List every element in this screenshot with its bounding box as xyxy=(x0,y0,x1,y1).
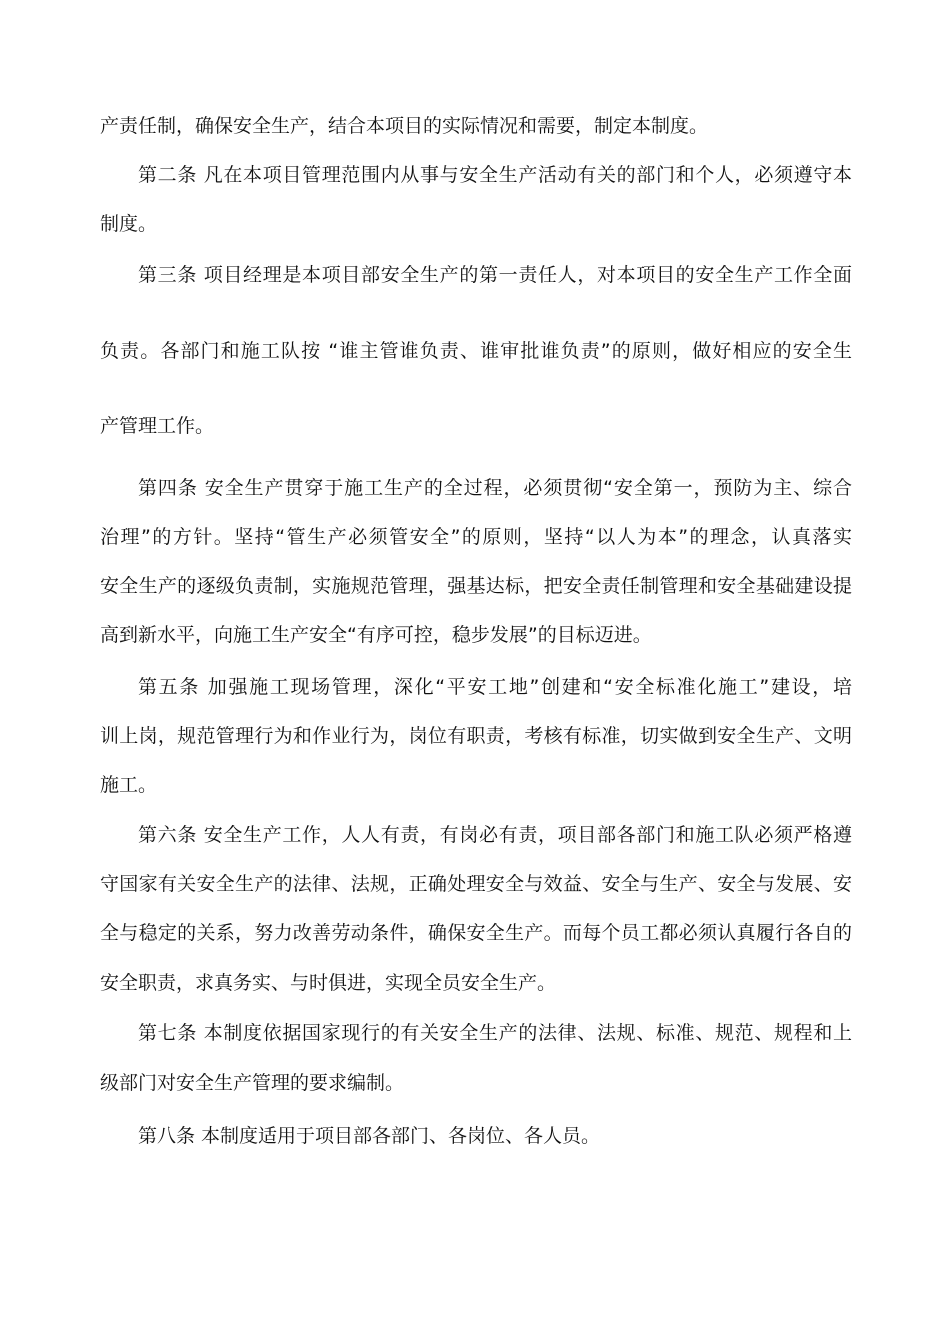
text-line: 守国家有关安全生产的法律、法规，正确处理安全与效益、安全与生产、安全与发展、安 xyxy=(100,873,852,895)
text-line: 施工。 xyxy=(100,774,158,796)
text-line: 治理”的方针。坚持“管生产必须管安全”的原则，坚持“以人为本”的理念，认真落实 xyxy=(100,526,852,548)
text-line: 产管理工作。 xyxy=(100,415,215,437)
article-8-line: 第八条 本制度适用于项目部各部门、各岗位、各人员。 xyxy=(138,1125,601,1147)
text-line: 全与稳定的关系，努力改善劳动条件，确保安全生产。而每个员工都必须认真履行各自的 xyxy=(100,922,852,944)
article-5-line: 第五条 加强施工现场管理，深化“平安工地”创建和“安全标准化施工”建设，培 xyxy=(138,676,852,698)
text-line: 高到新水平，向施工生产安全“有序可控，稳步发展”的目标迈进。 xyxy=(100,624,652,646)
text-line: 级部门对安全生产管理的要求编制。 xyxy=(100,1072,405,1094)
article-6-line: 第六条 安全生产工作，人人有责，有岗必有责，项目部各部门和施工队必须严格遵 xyxy=(138,824,852,846)
article-3-line: 第三条 项目经理是本项目部安全生产的第一责任人，对本项目的安全生产工作全面 xyxy=(138,264,852,286)
text-line: 安全职责，求真务实、与时俱进，实现全员安全生产。 xyxy=(100,972,557,994)
text-line: 负责。各部门和施工队按 “谁主管谁负责、谁审批谁负责”的原则，做好相应的安全生 xyxy=(100,340,852,362)
article-7-line: 第七条 本制度依据国家现行的有关安全生产的法律、法规、标准、规范、规程和上 xyxy=(138,1022,852,1044)
article-2-line: 第二条 凡在本项目管理范围内从事与安全生产活动有关的部门和个人，必须遵守本 xyxy=(138,164,852,186)
text-line: 安全生产的逐级负责制，实施规范管理，强基达标，把安全责任制管理和安全基础建设提 xyxy=(100,575,852,597)
text-line: 训上岗，规范管理行为和作业行为，岗位有职责，考核有标准，切实做到安全生产、文明 xyxy=(100,725,852,747)
text-line: 制度。 xyxy=(100,213,158,235)
article-4-line: 第四条 安全生产贯穿于施工生产的全过程，必须贯彻“安全第一，预防为主、综合 xyxy=(138,477,852,499)
text-line: 产责任制，确保安全生产，结合本项目的实际情况和需要，制定本制度。 xyxy=(100,115,709,137)
